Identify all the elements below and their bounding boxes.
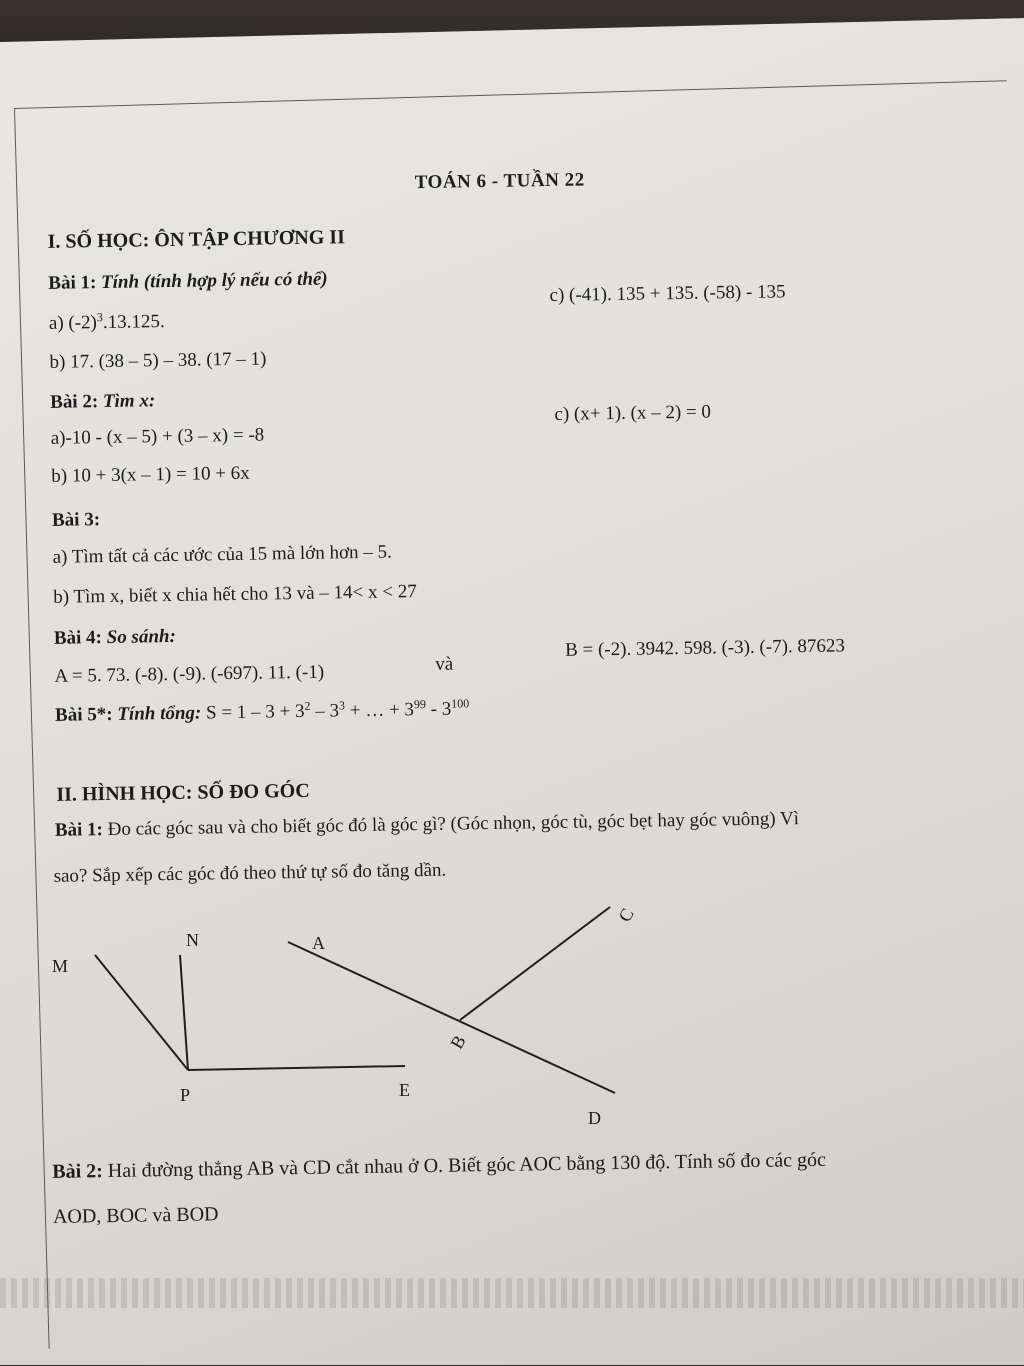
bai4-B: B = (-2). 3942. 598. (-3). (-7). 87623 bbox=[564, 635, 846, 661]
bai4-A: A = 5. 73. (-8). (-9). (-697). 11. (-1) bbox=[54, 661, 325, 687]
bai1-a-base: a) (-2) bbox=[48, 312, 98, 334]
line-AD bbox=[288, 942, 615, 1093]
bai1-b: b) 17. (38 – 5) – 38. (17 – 1) bbox=[49, 348, 267, 373]
bai5-part-2: – 3 bbox=[315, 700, 340, 722]
geo-bai1-label: Bài 1: bbox=[54, 819, 104, 841]
bai4-instruction: So sánh: bbox=[106, 625, 176, 649]
bai1-c: c) (-41). 135 + 135. (-58) - 135 bbox=[549, 281, 786, 307]
bai5-label: Bài 5*: bbox=[54, 703, 113, 726]
section-2-heading: II. HÌNH HỌC: SỐ ĐO GÓC bbox=[56, 779, 310, 806]
geo-bai2-label: Bài 2: bbox=[52, 1160, 103, 1183]
bai5-instruction: Tính tổng: bbox=[117, 702, 202, 725]
page-title: TOÁN 6 - TUẦN 22 bbox=[414, 169, 585, 194]
section-1-heading: I. SỐ HỌC: ÔN TẬP CHƯƠNG II bbox=[47, 226, 346, 253]
label-N: N bbox=[186, 930, 199, 950]
bai2-label: Bài 2: bbox=[50, 391, 99, 413]
ray-PM bbox=[95, 955, 188, 1070]
bai5-exp-1: 2 bbox=[304, 698, 311, 713]
bai1-a-exponent: 3 bbox=[96, 310, 103, 325]
bai2-instruction: Tìm x: bbox=[102, 390, 156, 413]
bai4-and: và bbox=[435, 653, 454, 675]
label-C: C bbox=[614, 904, 638, 926]
ray-PE bbox=[188, 1066, 405, 1070]
bai3-label: Bài 3: bbox=[51, 509, 101, 531]
bai5-part-3: + … + 3 bbox=[349, 699, 415, 722]
bai2-a: a)-10 - (x – 5) + (3 – x) = -8 bbox=[50, 424, 265, 449]
ray-PN bbox=[180, 955, 188, 1070]
bai1-label: Bài 1: bbox=[48, 272, 97, 294]
bai1-a-rest: .13.125. bbox=[102, 311, 165, 334]
geo-bai2-text2: AOD, BOC và BOD bbox=[52, 1203, 219, 1228]
bai2-c: c) (x+ 1). (x – 2) = 0 bbox=[554, 401, 712, 425]
bai1-instruction: Tính (tính hợp lý nếu có thể) bbox=[100, 268, 328, 294]
bai4-label: Bài 4: bbox=[53, 627, 103, 649]
bai2-b: b) 10 + 3(x – 1) = 10 + 6x bbox=[51, 462, 250, 487]
geo-bai1-text2: sao? Sắp xếp các góc đó theo thứ tự số đo tăng dần. bbox=[53, 859, 447, 887]
label-M: M bbox=[52, 956, 69, 976]
label-P: P bbox=[180, 1085, 191, 1105]
bai5-exp-3: 99 bbox=[413, 697, 426, 712]
bai5-part-1: S = 1 – 3 + 3 bbox=[205, 700, 305, 724]
label-A: A bbox=[312, 933, 325, 953]
bai5-exp-4: 100 bbox=[451, 696, 470, 711]
geo-bai2-text1: Hai đường thẳng AB và CD cắt nhau ở O. Biết góc AOC bằng 130 độ. Tính số đo các góc bbox=[107, 1148, 827, 1183]
geo-bai1-text1: Đo các góc sau và cho biết góc đó là góc gì? (Góc nhọn, góc tù, góc bẹt hay góc vuông) Vì bbox=[107, 808, 800, 841]
bai3-b: b) Tìm x, biết x chia hết cho 13 và – 14< x < 27 bbox=[53, 581, 417, 608]
bai5-part-4: - 3 bbox=[430, 698, 452, 720]
bai3-a: a) Tìm tất cả các ước của 15 mà lớn hơn – 5. bbox=[52, 541, 392, 568]
ray-BC bbox=[460, 907, 610, 1020]
label-B: B bbox=[446, 1031, 470, 1053]
bai5-exp-2: 3 bbox=[338, 698, 346, 713]
label-E: E bbox=[399, 1080, 410, 1100]
label-D: D bbox=[588, 1108, 601, 1128]
